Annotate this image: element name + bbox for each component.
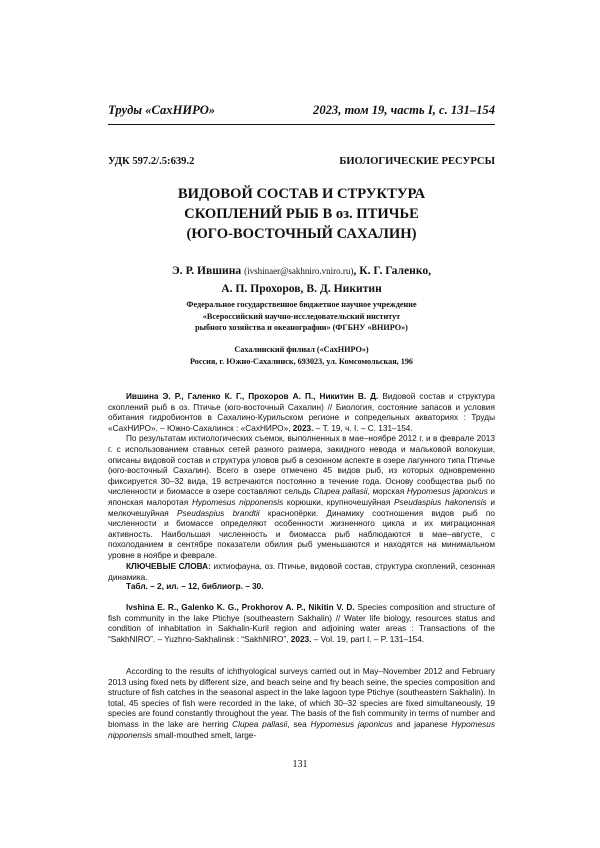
title-line: ВИДОВОЙ СОСТАВ И СТРУКТУРА <box>177 186 426 202</box>
english-citation: Ivshina E. R., Galenko K. G., Prokhorov A. P., Nikitin V. D. Species composition and structure of fish community in the lake Ptichye (southeastern Sakhalin) // Water life biology, resources status and condition of inhabitation in Sakhalin-Kuril region and adjoining water areas : Transactions of the “SakhNIRO”. – Yuzhno-Sakhalinsk : “SakhNIRO”, 2023. – Vol. 19, part I. – P. 131–154. <box>108 603 495 644</box>
udc-code: УДК 597.2/.5:639.2 <box>108 156 195 167</box>
affiliation-line: рыбного хозяйства и океанографии» (ФГБНУ «ВНИРО») <box>195 323 408 333</box>
tables-note: Табл. – 2, ил. – 12, библиогр. – 30. <box>126 582 264 591</box>
article-title <box>108 184 495 244</box>
issue-citation: 2023, том 19, часть I, с. 131–154 <box>313 103 495 117</box>
header-rule <box>108 124 495 125</box>
ru-abstract-text: По результатам ихтиологических съемок, выполненных в мае–ноябре 2012 г. и в феврале 2013 г. с использованием ставных сетей разного размера, закидного невода и мальковой волокуши, описаны видовой состав и структура уловов рыб в сезонном аспекте в озере лагунного типа Птичье (юго-восточный Сахалин). Всего в озере отмечено 45 видов рыб, из которых одновременно фиксируется 30–32 вида, 19 встречаются постоянно в течение года. Основу сообщества рыб по численности и биомассе в озере составляют сельдь Clupea pallasii, морская Hypomesus japonicus и японская малоротая Hypomesus nipponensis корюшки, крупночешуйная Pseudaspius hakonensis и мелкочешуйная Pseudaspius brandtii краснопёрки. Динамику соотношения видов рыб по численности и биомассе определяют особенности жизненного цикла и их миграционная активность. Наибольшая численность и биомасса рыб наблюдаются в мае–августе, с похолоданием в сентябре показатели обилия рыб уменьшаются и находятся на минимальном уровне в ноябре и феврале. <box>108 434 495 560</box>
russian-abstract <box>108 392 495 562</box>
affiliation-line: Федеральное государственное бюджетное научное учреждение <box>186 300 417 309</box>
author-names: , К. Г. Галенко, <box>353 264 432 277</box>
journal-title: Труды «СахНИРО» <box>108 103 216 117</box>
title-line: СКОПЛЕНИЙ РЫБ В оз. ПТИЧЬЕ <box>184 206 419 222</box>
affiliation <box>108 299 495 334</box>
affiliation-line: «Всероссийский научно-исследовательский институт <box>202 311 401 321</box>
branch-affiliation <box>108 344 495 367</box>
title-line: (ЮГО-ВОСТОЧНЫЙ САХАЛИН) <box>186 226 417 242</box>
ru-citation: Ившина Э. Р., Галенко К. Г., Прохоров А. П., Никитин В. Д. Видовой состав и структура скоплений рыб в оз. Птичье (юго-восточный Сахалин) // Биология, состояние запасов и условия обитания гидробионтов в Сахалино-Курильском регионе и сопредельных акваториях : Труды «СахНИРО». – Южно-Сахалинск : «СахНИРО», 2023. – Т. 19, ч. I. – С. 131–154. <box>108 392 496 433</box>
branch-name: Сахалинский филиал («СахНИРО») <box>234 345 369 354</box>
author-email[interactable]: (ivshinaer@sakhniro.vniro.ru) <box>244 266 354 276</box>
author-names: А. П. Прохоров, В. Д. Никитин <box>221 282 382 295</box>
page-number: 131 <box>292 759 308 770</box>
keywords-text: ихтиофауна, оз. Птичье, видовой состав, структура скоплений, сезонная динамика. <box>108 562 496 582</box>
branch-address: Россия, г. Южно-Сахалинск, 693023, ул. Комсомольская, 196 <box>189 356 414 366</box>
author-name: Э. Р. Ившина <box>171 264 242 277</box>
keywords <box>108 562 495 583</box>
keywords-label: КЛЮЧЕВЫЕ СЛОВА: <box>126 562 211 571</box>
section-name: БИОЛОГИЧЕСКИЕ РЕСУРСЫ <box>339 156 495 167</box>
author-list <box>108 262 495 297</box>
english-abstract: According to the results of ichthyological surveys carried out in May–November 2012 and February 2013 using fixed nets by different size, and beach seine and fry beach seine, the species composition and structure of fish catches in the seasonal aspect in the lake lagoon type Ptichye (southeastern Sakhalin). In total, 45 species of fish were recorded in the lake, of which 30–32 species are fixed simultaneously, 19 species are found constantly throughout the year. The basis of the fish community in terms of number and biomass in the lake are herring Clupea pallasii, sea Hypomesus japonicus and japanese Hypomesus nipponensis small-mouthed smelt, large- <box>108 667 495 740</box>
